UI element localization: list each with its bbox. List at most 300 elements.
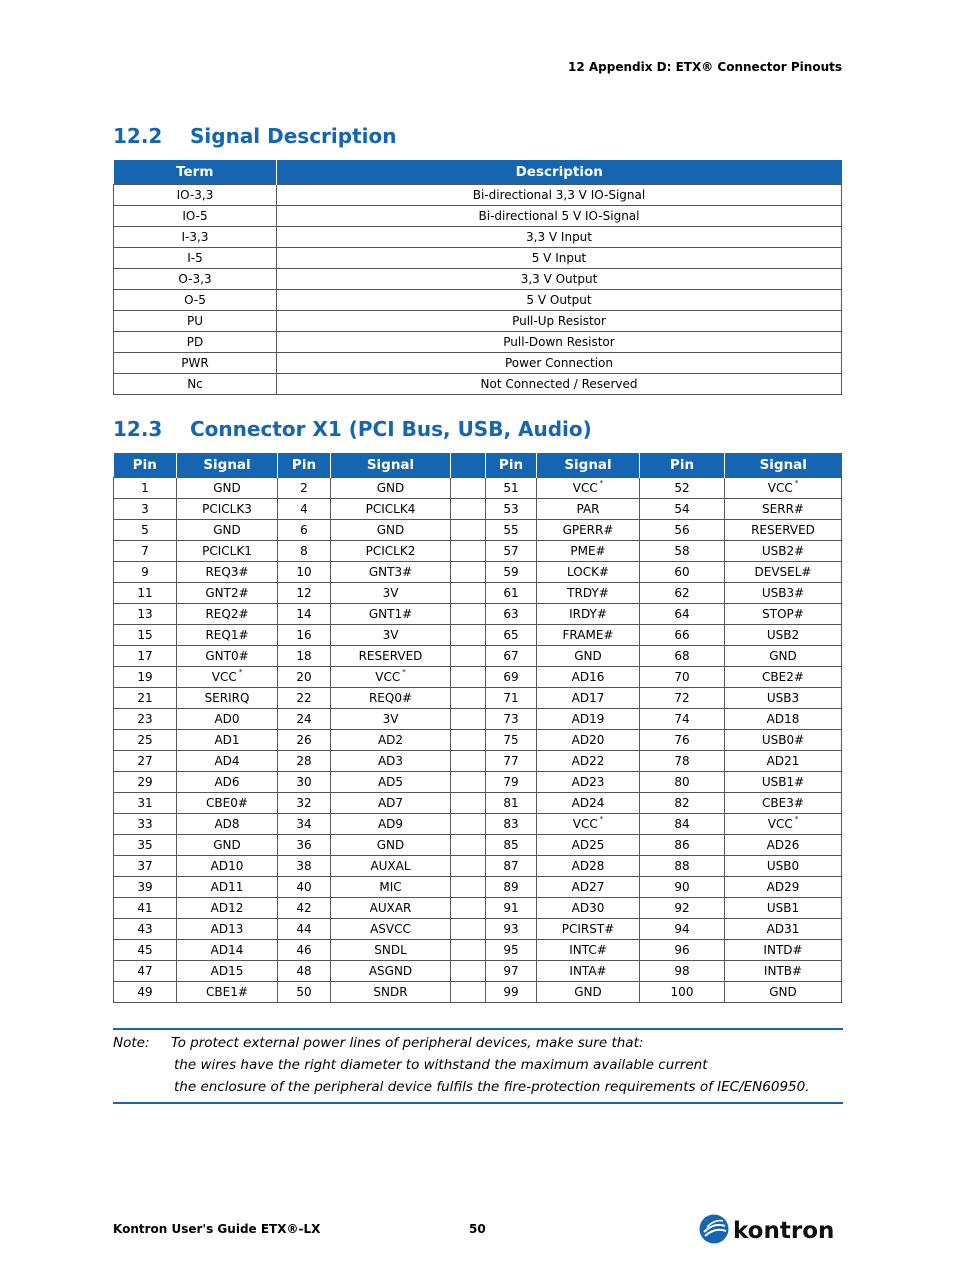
signal-cell: GND <box>331 835 451 856</box>
note-label: Note: <box>113 1035 150 1051</box>
separator-cell <box>451 814 486 835</box>
table-row <box>114 793 842 814</box>
pin-cell: 66 <box>640 625 725 646</box>
table-row <box>114 877 842 898</box>
table-row <box>114 751 842 772</box>
signal-cell: SNDL <box>331 940 451 961</box>
pin-cell: 12 <box>278 583 331 604</box>
page-number: 50 <box>469 1222 486 1236</box>
note-line-1: To protect external power lines of peripheral devices, make sure that: <box>171 1035 644 1051</box>
pin-cell: 45 <box>114 940 177 961</box>
signal-cell: PME# <box>537 541 640 562</box>
separator-cell <box>451 688 486 709</box>
description-cell: 5 V Input <box>277 248 842 269</box>
pin-cell: 14 <box>278 604 331 625</box>
note-box <box>113 1028 843 1104</box>
description-cell: Bi-directional 3,3 V IO-Signal <box>277 185 842 206</box>
signal-cell: AD4 <box>177 751 278 772</box>
table-row <box>114 478 842 499</box>
pin-cell: 100 <box>640 982 725 1003</box>
signal-cell: AD16 <box>537 667 640 688</box>
separator-cell <box>451 730 486 751</box>
table-row <box>114 185 842 206</box>
signal-cell: USB2 <box>725 625 842 646</box>
signal-cell: AD0 <box>177 709 278 730</box>
table-row <box>114 688 842 709</box>
signal-cell: AD10 <box>177 856 278 877</box>
signal-cell: RESERVED <box>725 520 842 541</box>
pin-cell: 17 <box>114 646 177 667</box>
separator-cell <box>451 919 486 940</box>
pin-cell: 8 <box>278 541 331 562</box>
table-row <box>114 374 842 395</box>
pin-cell: 10 <box>278 562 331 583</box>
pin-cell: 81 <box>486 793 537 814</box>
pin-cell: 82 <box>640 793 725 814</box>
signal-cell: AD18 <box>725 709 842 730</box>
column-header: Pin <box>640 453 725 478</box>
signal-cell: REQ1# <box>177 625 278 646</box>
signal-cell: GNT3# <box>331 562 451 583</box>
pin-cell: 33 <box>114 814 177 835</box>
pin-cell: 68 <box>640 646 725 667</box>
pin-cell: 78 <box>640 751 725 772</box>
term-cell: PD <box>114 332 277 353</box>
table-row <box>114 290 842 311</box>
term-cell: IO-5 <box>114 206 277 227</box>
pin-cell: 72 <box>640 688 725 709</box>
table-row <box>114 604 842 625</box>
pin-cell: 24 <box>278 709 331 730</box>
pin-cell: 95 <box>486 940 537 961</box>
column-header: Pin <box>486 453 537 478</box>
signal-cell: INTA# <box>537 961 640 982</box>
signal-cell: GND <box>177 835 278 856</box>
pin-cell: 88 <box>640 856 725 877</box>
table-row <box>114 562 842 583</box>
pin-cell: 70 <box>640 667 725 688</box>
table-row <box>114 835 842 856</box>
signal-description-table <box>113 160 842 395</box>
pin-cell: 2 <box>278 478 331 499</box>
pin-cell: 92 <box>640 898 725 919</box>
pin-cell: 96 <box>640 940 725 961</box>
signal-cell: VCC * <box>331 667 451 688</box>
description-cell: Pull-Up Resistor <box>277 311 842 332</box>
signal-cell: GND <box>725 982 842 1003</box>
section-heading-connector-x1 <box>113 417 592 441</box>
term-cell: O-3,3 <box>114 269 277 290</box>
note-line-2: the wires have the right diameter to withstand the maximum available current <box>174 1057 708 1073</box>
signal-cell: SERIRQ <box>177 688 278 709</box>
term-cell: IO-3,3 <box>114 185 277 206</box>
signal-cell: 3V <box>331 625 451 646</box>
separator-cell <box>451 667 486 688</box>
pin-cell: 5 <box>114 520 177 541</box>
signal-cell: AUXAR <box>331 898 451 919</box>
pin-cell: 13 <box>114 604 177 625</box>
separator-cell <box>451 772 486 793</box>
pin-cell: 97 <box>486 961 537 982</box>
signal-cell: AD1 <box>177 730 278 751</box>
column-header: Term <box>114 160 277 185</box>
pin-cell: 86 <box>640 835 725 856</box>
pin-cell: 35 <box>114 835 177 856</box>
signal-cell: AD26 <box>725 835 842 856</box>
signal-cell: AD24 <box>537 793 640 814</box>
table-row <box>114 311 842 332</box>
separator-cell <box>451 646 486 667</box>
section-number: 12.3 <box>113 417 163 441</box>
signal-cell: PCICLK4 <box>331 499 451 520</box>
pin-cell: 9 <box>114 562 177 583</box>
pin-cell: 58 <box>640 541 725 562</box>
signal-cell: USB0 <box>725 856 842 877</box>
table-row <box>114 730 842 751</box>
table-row <box>114 814 842 835</box>
pin-cell: 20 <box>278 667 331 688</box>
signal-cell: AD27 <box>537 877 640 898</box>
pin-cell: 1 <box>114 478 177 499</box>
pin-cell: 57 <box>486 541 537 562</box>
signal-cell: GND <box>537 982 640 1003</box>
table-row <box>114 269 842 290</box>
pin-cell: 56 <box>640 520 725 541</box>
table-row <box>114 982 842 1003</box>
footer-title: Kontron User's Guide ETX®-LX <box>113 1222 321 1236</box>
signal-cell: PCICLK2 <box>331 541 451 562</box>
signal-cell: REQ3# <box>177 562 278 583</box>
signal-cell: GND <box>177 520 278 541</box>
column-header: Signal <box>177 453 278 478</box>
signal-cell: STOP# <box>725 604 842 625</box>
connector-x1-pinout-table <box>113 453 842 1003</box>
signal-cell: CBE0# <box>177 793 278 814</box>
table-row <box>114 625 842 646</box>
column-header: Pin <box>278 453 331 478</box>
pin-cell: 27 <box>114 751 177 772</box>
signal-cell: AD6 <box>177 772 278 793</box>
pin-cell: 53 <box>486 499 537 520</box>
pin-cell: 65 <box>486 625 537 646</box>
signal-cell: AD20 <box>537 730 640 751</box>
signal-cell: USB1# <box>725 772 842 793</box>
separator-cell <box>451 604 486 625</box>
signal-cell: AD23 <box>537 772 640 793</box>
table-row <box>114 898 842 919</box>
pin-cell: 39 <box>114 877 177 898</box>
table-row <box>114 248 842 269</box>
pin-cell: 73 <box>486 709 537 730</box>
separator-cell <box>451 583 486 604</box>
table-row <box>114 856 842 877</box>
description-cell: 3,3 V Output <box>277 269 842 290</box>
signal-cell: REQ2# <box>177 604 278 625</box>
column-separator <box>451 453 486 478</box>
separator-cell <box>451 982 486 1003</box>
pin-cell: 16 <box>278 625 331 646</box>
signal-cell: AD25 <box>537 835 640 856</box>
logo-wordmark: kontron <box>733 1218 835 1244</box>
separator-cell <box>451 940 486 961</box>
signal-cell: LOCK# <box>537 562 640 583</box>
pin-cell: 40 <box>278 877 331 898</box>
pin-cell: 26 <box>278 730 331 751</box>
pin-cell: 31 <box>114 793 177 814</box>
term-cell: O-5 <box>114 290 277 311</box>
pin-cell: 41 <box>114 898 177 919</box>
signal-cell: AD21 <box>725 751 842 772</box>
signal-cell: GND <box>725 646 842 667</box>
table-row <box>114 919 842 940</box>
signal-cell: PCICLK3 <box>177 499 278 520</box>
signal-cell: ASVCC <box>331 919 451 940</box>
signal-cell: AD30 <box>537 898 640 919</box>
table-row <box>114 541 842 562</box>
pin-cell: 63 <box>486 604 537 625</box>
description-cell: 5 V Output <box>277 290 842 311</box>
separator-cell <box>451 898 486 919</box>
signal-cell: AD17 <box>537 688 640 709</box>
term-cell: PU <box>114 311 277 332</box>
separator-cell <box>451 751 486 772</box>
separator-cell <box>451 877 486 898</box>
signal-cell: VCC * <box>725 814 842 835</box>
signal-cell: AD15 <box>177 961 278 982</box>
signal-cell: CBE3# <box>725 793 842 814</box>
pin-cell: 75 <box>486 730 537 751</box>
signal-cell: SNDR <box>331 982 451 1003</box>
pin-cell: 34 <box>278 814 331 835</box>
separator-cell <box>451 478 486 499</box>
pin-cell: 6 <box>278 520 331 541</box>
signal-cell: AD12 <box>177 898 278 919</box>
pin-cell: 3 <box>114 499 177 520</box>
pin-cell: 48 <box>278 961 331 982</box>
signal-cell: REQ0# <box>331 688 451 709</box>
separator-cell <box>451 709 486 730</box>
table-row <box>114 940 842 961</box>
running-header: 12 Appendix D: ETX® Connector Pinouts <box>568 60 842 74</box>
signal-cell: AD14 <box>177 940 278 961</box>
signal-cell: CBE2# <box>725 667 842 688</box>
pin-cell: 74 <box>640 709 725 730</box>
separator-cell <box>451 856 486 877</box>
pin-cell: 43 <box>114 919 177 940</box>
signal-cell: AD13 <box>177 919 278 940</box>
pin-cell: 59 <box>486 562 537 583</box>
signal-cell: GNT2# <box>177 583 278 604</box>
pin-cell: 19 <box>114 667 177 688</box>
column-header: Signal <box>725 453 842 478</box>
signal-cell: INTC# <box>537 940 640 961</box>
pin-cell: 46 <box>278 940 331 961</box>
table-row <box>114 583 842 604</box>
pin-cell: 15 <box>114 625 177 646</box>
pin-cell: 4 <box>278 499 331 520</box>
signal-cell: AD22 <box>537 751 640 772</box>
description-cell: Bi-directional 5 V IO-Signal <box>277 206 842 227</box>
pin-cell: 67 <box>486 646 537 667</box>
pin-cell: 42 <box>278 898 331 919</box>
pin-cell: 90 <box>640 877 725 898</box>
pin-cell: 55 <box>486 520 537 541</box>
signal-cell: PCIRST# <box>537 919 640 940</box>
pin-cell: 77 <box>486 751 537 772</box>
signal-cell: TRDY# <box>537 583 640 604</box>
signal-cell: GNT1# <box>331 604 451 625</box>
signal-cell: USB1 <box>725 898 842 919</box>
pin-cell: 22 <box>278 688 331 709</box>
signal-cell: 3V <box>331 709 451 730</box>
table-row <box>114 709 842 730</box>
pin-cell: 87 <box>486 856 537 877</box>
description-cell: Power Connection <box>277 353 842 374</box>
signal-cell: GND <box>537 646 640 667</box>
term-cell: PWR <box>114 353 277 374</box>
pin-cell: 49 <box>114 982 177 1003</box>
separator-cell <box>451 961 486 982</box>
pin-cell: 44 <box>278 919 331 940</box>
description-cell: 3,3 V Input <box>277 227 842 248</box>
pin-cell: 79 <box>486 772 537 793</box>
column-header: Signal <box>537 453 640 478</box>
pin-cell: 47 <box>114 961 177 982</box>
separator-cell <box>451 835 486 856</box>
signal-cell: AUXAL <box>331 856 451 877</box>
pin-cell: 37 <box>114 856 177 877</box>
table-row <box>114 667 842 688</box>
pin-cell: 99 <box>486 982 537 1003</box>
pin-cell: 64 <box>640 604 725 625</box>
signal-cell: MIC <box>331 877 451 898</box>
description-cell: Pull-Down Resistor <box>277 332 842 353</box>
signal-cell: ASGND <box>331 961 451 982</box>
signal-cell: GNT0# <box>177 646 278 667</box>
table-row <box>114 332 842 353</box>
pin-cell: 84 <box>640 814 725 835</box>
signal-cell: INTB# <box>725 961 842 982</box>
pin-cell: 85 <box>486 835 537 856</box>
pin-cell: 52 <box>640 478 725 499</box>
table-row <box>114 520 842 541</box>
signal-cell: VCC * <box>177 667 278 688</box>
term-cell: Nc <box>114 374 277 395</box>
signal-cell: VCC * <box>537 478 640 499</box>
table-row <box>114 227 842 248</box>
signal-cell: AD7 <box>331 793 451 814</box>
pin-cell: 28 <box>278 751 331 772</box>
pin-cell: 69 <box>486 667 537 688</box>
signal-cell: USB3 <box>725 688 842 709</box>
pin-cell: 7 <box>114 541 177 562</box>
signal-cell: VCC * <box>725 478 842 499</box>
signal-cell: AD11 <box>177 877 278 898</box>
signal-cell: AD8 <box>177 814 278 835</box>
pin-cell: 36 <box>278 835 331 856</box>
signal-cell: AD9 <box>331 814 451 835</box>
pin-cell: 71 <box>486 688 537 709</box>
pin-cell: 38 <box>278 856 331 877</box>
pin-cell: 93 <box>486 919 537 940</box>
term-cell: I-5 <box>114 248 277 269</box>
description-cell: Not Connected / Reserved <box>277 374 842 395</box>
separator-cell <box>451 793 486 814</box>
column-header: Pin <box>114 453 177 478</box>
table-row <box>114 206 842 227</box>
pin-cell: 98 <box>640 961 725 982</box>
signal-cell: USB0# <box>725 730 842 751</box>
signal-cell: PCICLK1 <box>177 541 278 562</box>
signal-cell: AD3 <box>331 751 451 772</box>
signal-cell: AD19 <box>537 709 640 730</box>
table-row <box>114 499 842 520</box>
table-row <box>114 772 842 793</box>
section-number: 12.2 <box>113 124 163 148</box>
table-row <box>114 961 842 982</box>
signal-cell: IRDY# <box>537 604 640 625</box>
signal-cell: VCC * <box>537 814 640 835</box>
pin-cell: 89 <box>486 877 537 898</box>
signal-cell: CBE1# <box>177 982 278 1003</box>
pin-cell: 29 <box>114 772 177 793</box>
signal-cell: AD31 <box>725 919 842 940</box>
pin-cell: 32 <box>278 793 331 814</box>
signal-cell: USB3# <box>725 583 842 604</box>
pin-cell: 30 <box>278 772 331 793</box>
signal-cell: RESERVED <box>331 646 451 667</box>
pin-cell: 80 <box>640 772 725 793</box>
pin-cell: 61 <box>486 583 537 604</box>
pin-cell: 94 <box>640 919 725 940</box>
signal-cell: DEVSEL# <box>725 562 842 583</box>
signal-cell: INTD# <box>725 940 842 961</box>
table-row <box>114 353 842 374</box>
pin-cell: 50 <box>278 982 331 1003</box>
signal-cell: GND <box>331 520 451 541</box>
signal-cell: GND <box>331 478 451 499</box>
separator-cell <box>451 520 486 541</box>
signal-cell: AD2 <box>331 730 451 751</box>
pin-cell: 91 <box>486 898 537 919</box>
column-header: Signal <box>331 453 451 478</box>
pin-cell: 76 <box>640 730 725 751</box>
pin-cell: 60 <box>640 562 725 583</box>
signal-cell: AD28 <box>537 856 640 877</box>
table-row <box>114 646 842 667</box>
pin-cell: 83 <box>486 814 537 835</box>
signal-cell: AD5 <box>331 772 451 793</box>
term-cell: I-3,3 <box>114 227 277 248</box>
kontron-logo <box>699 1213 844 1245</box>
signal-cell: FRAME# <box>537 625 640 646</box>
pin-cell: 54 <box>640 499 725 520</box>
separator-cell <box>451 562 486 583</box>
section-title: Connector X1 (PCI Bus, USB, Audio) <box>190 417 592 441</box>
pin-cell: 62 <box>640 583 725 604</box>
separator-cell <box>451 541 486 562</box>
signal-cell: AD29 <box>725 877 842 898</box>
signal-cell: GPERR# <box>537 520 640 541</box>
pin-cell: 18 <box>278 646 331 667</box>
section-title: Signal Description <box>190 124 397 148</box>
column-header: Description <box>277 160 842 185</box>
separator-cell <box>451 625 486 646</box>
section-heading-signal-description <box>113 124 396 148</box>
signal-cell: 3V <box>331 583 451 604</box>
signal-cell: USB2# <box>725 541 842 562</box>
pin-cell: 21 <box>114 688 177 709</box>
